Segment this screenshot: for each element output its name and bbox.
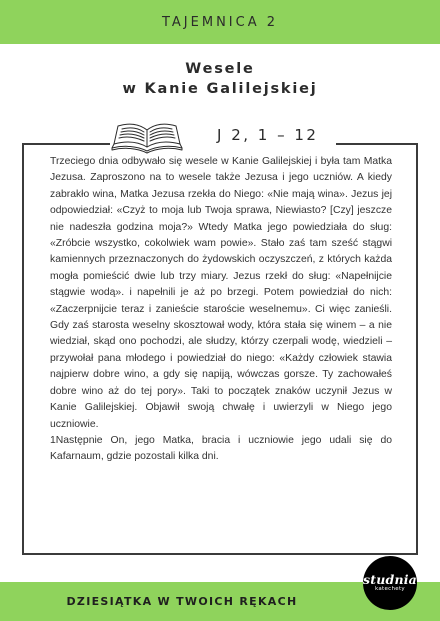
studnia-logo: [363, 556, 417, 610]
page-title-line-2: w Kanie Galilejskiej: [122, 81, 318, 97]
logo-sub-text: katechety: [374, 586, 405, 592]
scripture-passage: [50, 154, 392, 466]
page-title-line-1: Wesele: [185, 61, 255, 77]
logo-main-text: studnia: [363, 572, 417, 587]
frame-bottom: [22, 553, 418, 555]
passage-paragraph: Trzeciego dnia odbywało się wesele w Kanie Galilejskiej i była tam Matka Jezusa. Zaproszono na to wesele także Jezusa i jego uczniów. A kiedy zabrakło wina, Matka Jezusa rzekła do Niego: «Nie mają wina». Jezus jej odpowiedział: «Czyż to moja lub Twoja sprawa, Niewiasto? [Czy] jeszcze nie nadeszła godzina moja?» Wtedy Matka jego powiedziała do sług: «Zróbcie wszystko, cokolwiek wam powie». Stało zaś tam sześć stągwi kamiennych przeznaczonych do żydowskich oczyszczeń, z których każda mogła pomieścić dwie lub trzy miary. Jezus rzekł do sług: «Napełnijcie stągwie wodą». i napełnili je aż po brzegi. Potem powiedział do nich: «Zaczerpnijcie teraz i zanieście staroście weselnemu». Ci więc zanieśli. Gdy zaś starosta weselny skosztował wody, która stała się winem – a nie wiedział, skąd ono pochodzi, ale słudzy, którzy czerpali wodę, wiedzieli – przywołał pana młodego i powiedział do niego: «Każdy człowiek stawia najpierw dobre wino, a gdy się napiją, wówczas gorsze. Ty zachowałeś dobre wino aż do tej pory». Taki to początek znaków uczynił Jezus w Kanie Galilejskiej. Objawił swoją chwałę i uwierzyli w Niego jego uczniowie.: [50, 156, 392, 430]
frame-top-right: [336, 143, 418, 145]
scripture-reference: J 2, 1 – 12: [217, 126, 319, 144]
frame-right: [416, 143, 418, 554]
passage-paragraph: 1Następnie On, jego Matka, bracia i uczniowie jego udali się do Kafarnaum, gdzie pozostali kilka dni.: [50, 434, 392, 463]
footer-slogan: DZIESIĄTKA W TWOICH RĘKACH: [66, 595, 298, 608]
frame-top-left: [22, 143, 110, 145]
section-label: TAJEMNICA 2: [161, 14, 279, 30]
top-band: [0, 0, 440, 44]
frame-left: [22, 143, 24, 554]
open-book-icon: [110, 120, 184, 154]
